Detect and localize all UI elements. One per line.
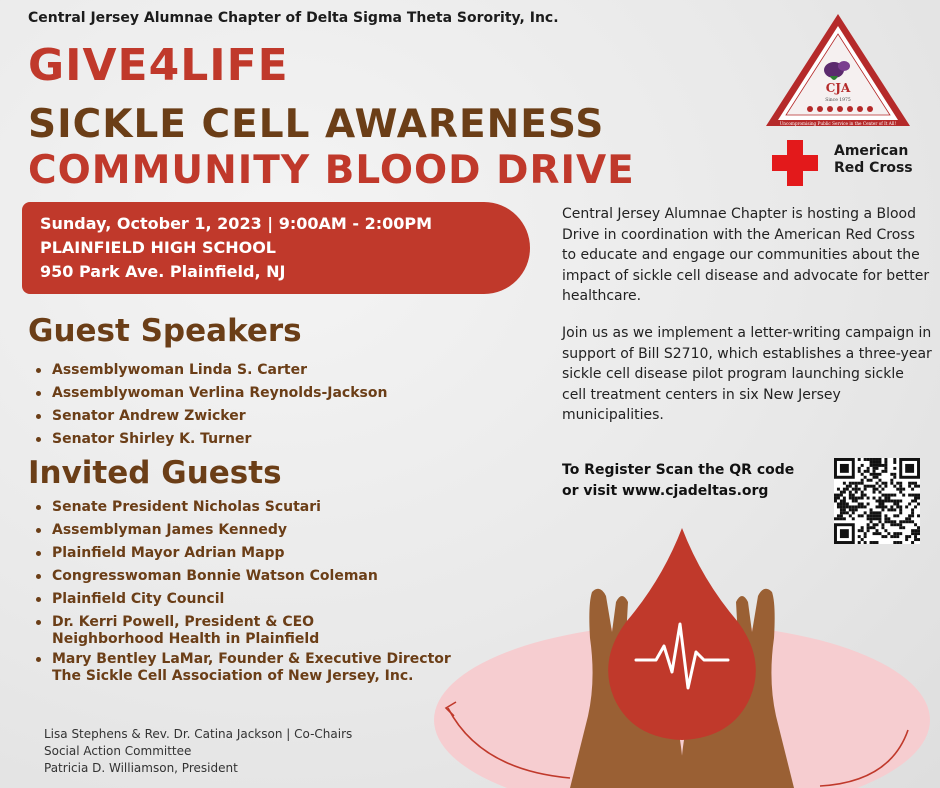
guest-speakers-heading: Guest Speakers (28, 313, 302, 349)
list-item: Assemblywoman Verlina Reynolds-Jackson (28, 382, 387, 405)
event-title: GIVE4LIFE (28, 40, 289, 91)
chapter-header: Central Jersey Alumnae Chapter of Delta Sigma Theta Sorority, Inc. (28, 10, 559, 26)
register-website-link[interactable]: or visit www.cjadeltas.org (562, 483, 769, 499)
bullet-icon (36, 597, 41, 602)
president-line: Patricia D. Williamson, President (44, 761, 238, 775)
bullet-icon (36, 551, 41, 556)
bullet-icon (36, 574, 41, 579)
bullet-icon (36, 620, 41, 625)
american-red-cross-logo (772, 140, 932, 188)
event-subtitle-blood-drive: COMMUNITY BLOOD DRIVE (28, 148, 635, 193)
list-item: Assemblywoman Linda S. Carter (28, 359, 387, 382)
bullet-icon (36, 657, 41, 662)
bullet-icon (36, 505, 41, 510)
bullet-icon (36, 368, 41, 373)
event-address: 950 Park Ave. Plainfield, NJ (40, 262, 286, 281)
logo-since: Since 1975 (825, 98, 851, 103)
list-item: Congresswoman Bonnie Watson Coleman (28, 565, 451, 588)
footer-credits (44, 726, 352, 777)
register-instructions (562, 460, 822, 502)
committee-line: Social Action Committee (44, 744, 192, 758)
list-item: Senator Shirley K. Turner (28, 428, 387, 451)
bullet-icon (36, 437, 41, 442)
logo-motto: Uncompromising Public Service in the Center of It All! (779, 121, 897, 126)
invited-guests-list (28, 496, 451, 685)
invited-guests-heading: Invited Guests (28, 455, 282, 491)
register-qr-line: To Register Scan the QR code (562, 462, 795, 478)
bullet-icon (36, 414, 41, 419)
red-cross-icon (772, 140, 818, 186)
list-item: Plainfield Mayor Adrian Mapp (28, 542, 451, 565)
event-description: Central Jersey Alumnae Chapter is hosting a Blood Drive in coordination with the American Red Cross to educate and engage our communities about the impact of sickle cell disease and advocate for better healthcare. (562, 206, 930, 304)
event-subtitle-awareness: SICKLE CELL AWARENESS (28, 102, 605, 147)
campaign-description: Join us as we implement a letter-writing campaign in support of Bill S2710, which establishes a three-year sickle cell disease pilot program launching sickle cell treatment centers in six New Jersey municipalities. (562, 325, 932, 423)
guest-speakers-list (28, 359, 387, 451)
list-item: Dr. Kerri Powell, President & CEO Neighborhood Health in Plainfield (28, 611, 451, 648)
chapter-logo (764, 12, 912, 130)
event-date-time: Sunday, October 1, 2023 | 9:00AM - 2:00PM (40, 214, 433, 233)
list-item: Assemblyman James Kennedy (28, 519, 451, 542)
list-item: Plainfield City Council (28, 588, 451, 611)
event-details-banner (22, 202, 530, 294)
logo-initials: CJA (825, 81, 851, 95)
list-item: Mary Bentley LaMar, Founder & Executive Director The Sickle Cell Association of New Jersey, Inc. (28, 648, 451, 685)
co-chairs-line: Lisa Stephens & Rev. Dr. Catina Jackson | Co-Chairs (44, 727, 353, 741)
event-venue: PLAINFIELD HIGH SCHOOL (40, 238, 276, 257)
bullet-icon (36, 528, 41, 533)
list-item: Senate President Nicholas Scutari (28, 496, 451, 519)
bullet-icon (36, 391, 41, 396)
list-item: Senator Andrew Zwicker (28, 405, 387, 428)
red-cross-wordmark: American Red Cross (834, 143, 913, 176)
blood-drop-illustration (420, 520, 940, 788)
